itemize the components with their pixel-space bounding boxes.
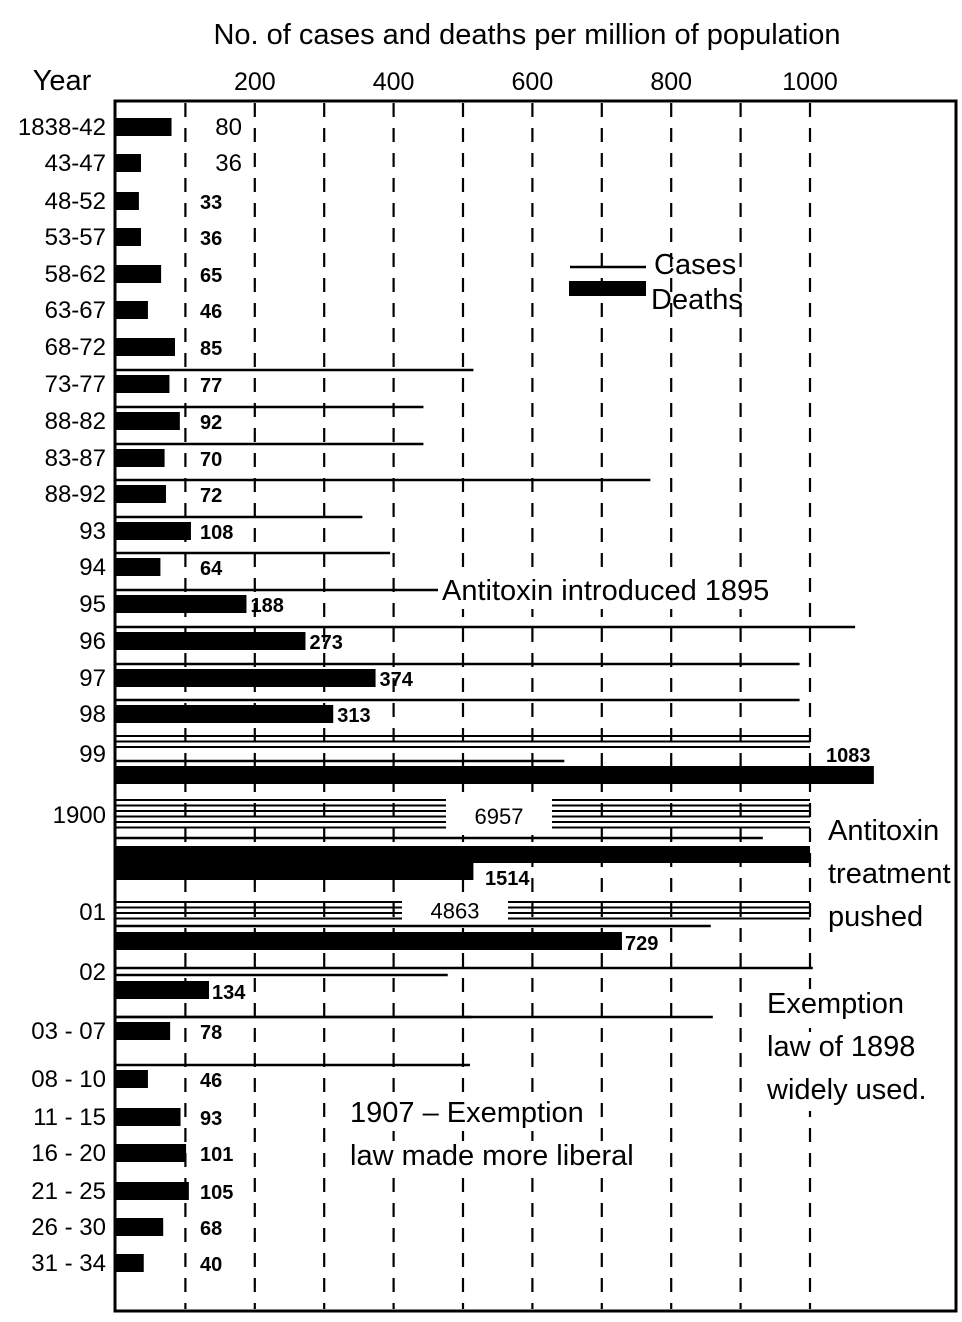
row-21-25-deaths-label: 105 (200, 1182, 234, 1204)
row-16-20-year-label: 16 - 20 (31, 1140, 106, 1167)
row-98-year-label: 98 (79, 701, 106, 728)
row-98-deaths-label: 313 (337, 705, 371, 727)
row-1838-42 (18, 114, 242, 141)
row-68-72-deaths-bar (116, 338, 175, 356)
row-1838-42-deaths-label: 80 (215, 114, 242, 141)
row-96-year-label: 96 (79, 628, 106, 655)
row-94-deaths-bar (116, 558, 160, 576)
row-48-52 (45, 188, 223, 215)
row-97-deaths-label: 374 (379, 669, 413, 691)
row-63-67-deaths-bar (116, 301, 148, 319)
row-02 (79, 959, 246, 1004)
row-03-07 (31, 1017, 713, 1045)
x-tick-label-1000: 1000 (782, 68, 838, 96)
row-08-10-year-label: 08 - 10 (31, 1066, 106, 1093)
row-73-77-deaths-bar (116, 375, 169, 393)
row-08-10-deaths-label: 46 (200, 1070, 223, 1092)
row-01-year-label: 01 (79, 899, 106, 926)
row-99-deaths-bar (116, 766, 874, 784)
row-94-year-label: 94 (79, 554, 106, 581)
annotation-6: widely used. (767, 1074, 927, 1106)
row-1900-cases-label: 6957 (474, 804, 524, 829)
row-26-30 (31, 1214, 222, 1241)
row-99-year-label: 99 (79, 741, 106, 768)
row-83-87-deaths-bar (116, 449, 165, 467)
row-94-deaths-label: 64 (200, 558, 223, 580)
row-58-62-deaths-label: 65 (200, 265, 223, 287)
row-83-87-year-label: 83-87 (44, 445, 106, 472)
annotation-2: treatment (828, 858, 951, 890)
row-68-72 (45, 334, 223, 361)
row-48-52-year-label: 48-52 (44, 188, 106, 215)
legend-label-deaths: Deaths (651, 284, 743, 316)
annotation-0: Antitoxin introduced 1895 (442, 575, 770, 607)
row-88-82-year-label: 88-82 (44, 408, 106, 435)
legend-label-cases: Cases (654, 249, 737, 281)
annotation-7: 1907 – Exemption (350, 1097, 584, 1129)
annotation-3: pushed (828, 901, 924, 933)
row-16-20 (31, 1140, 233, 1167)
row-93-deaths-label: 108 (200, 522, 234, 544)
legend-swatch-deaths (569, 281, 646, 296)
row-43-47-year-label: 43-47 (44, 150, 106, 177)
row-1900-year-label: 1900 (52, 802, 106, 829)
row-83-87-deaths-label: 70 (200, 449, 223, 471)
row-53-57-deaths-label: 36 (200, 228, 223, 250)
row-21-25-year-label: 21 - 25 (31, 1178, 106, 1205)
row-98 (79, 700, 799, 728)
row-1900-deaths-bar-overflow (116, 846, 810, 863)
row-21-25-deaths-bar (116, 1182, 189, 1200)
row-08-10 (31, 1065, 470, 1093)
row-96-deaths-bar (116, 632, 305, 650)
row-01-cases-label: 4863 (430, 898, 480, 924)
row-58-62-year-label: 58-62 (44, 261, 106, 288)
row-53-57-deaths-bar (116, 228, 141, 246)
row-1838-42-deaths-bar (116, 118, 172, 136)
legend (569, 249, 743, 316)
row-96-deaths-label: 273 (309, 632, 343, 654)
row-53-57 (45, 224, 223, 251)
row-88-92 (45, 480, 651, 508)
row-48-52-deaths-bar (116, 192, 139, 210)
row-1838-42-year-label: 1838-42 (17, 114, 106, 141)
row-43-47 (45, 150, 242, 177)
row-68-72-deaths-label: 85 (200, 338, 223, 360)
row-31-34 (31, 1250, 222, 1277)
row-97-deaths-bar (116, 669, 376, 687)
row-73-77-deaths-label: 77 (200, 375, 223, 397)
x-tick-label-400: 400 (372, 68, 415, 96)
x-tick-label-600: 600 (511, 68, 554, 96)
row-03-07-year-label: 03 - 07 (31, 1018, 106, 1045)
row-26-30-year-label: 26 - 30 (31, 1214, 106, 1241)
row-93-deaths-bar (116, 522, 191, 540)
x-tick-labels (234, 68, 838, 96)
row-88-92-deaths-bar (116, 485, 166, 503)
row-11-15-deaths-label: 93 (200, 1108, 223, 1130)
row-88-82-deaths-label: 92 (200, 412, 223, 434)
row-48-52-deaths-label: 33 (200, 192, 223, 214)
row-97 (79, 664, 799, 692)
row-03-07-deaths-bar (116, 1022, 170, 1040)
row-88-82 (45, 407, 424, 435)
x-tick-label-200: 200 (233, 68, 276, 96)
y-axis-label: Year (32, 65, 92, 97)
annotation-1: Antitoxin (828, 815, 940, 847)
row-53-57-year-label: 53-57 (44, 224, 106, 251)
row-98-deaths-bar (116, 705, 333, 723)
row-97-year-label: 97 (79, 665, 106, 692)
row-73-77-year-label: 73-77 (44, 371, 106, 398)
row-08-10-deaths-bar (116, 1070, 148, 1088)
row-95-deaths-bar (116, 595, 246, 613)
row-26-30-deaths-bar (116, 1218, 163, 1236)
row-1900-deaths-bar (116, 862, 473, 880)
row-26-30-deaths-label: 68 (200, 1218, 223, 1240)
row-21-25 (31, 1178, 233, 1205)
row-88-92-year-label: 88-92 (44, 481, 106, 508)
row-83-87 (45, 444, 424, 472)
row-58-62 (45, 261, 223, 288)
row-31-34-year-label: 31 - 34 (31, 1250, 106, 1277)
row-96 (79, 627, 855, 655)
row-73-77 (45, 370, 474, 398)
annotation-8: law made more liberal (350, 1140, 634, 1172)
row-99-deaths-label: 1083 (826, 745, 871, 767)
row-63-67-deaths-label: 46 (200, 301, 223, 323)
row-31-34-deaths-bar (116, 1254, 144, 1272)
x-tick-label-800: 800 (650, 68, 693, 96)
row-11-15 (33, 1104, 222, 1131)
row-01-deaths-bar (116, 932, 622, 950)
row-02-deaths-bar (116, 981, 209, 999)
row-43-47-deaths-bar (116, 154, 141, 172)
row-63-67-year-label: 63-67 (44, 297, 106, 324)
row-11-15-year-label: 11 - 15 (33, 1104, 106, 1131)
row-94 (79, 553, 390, 581)
row-16-20-deaths-bar (116, 1144, 186, 1162)
row-03-07-deaths-label: 78 (200, 1022, 223, 1044)
row-31-34-deaths-label: 40 (200, 1254, 223, 1276)
row-95-deaths-label: 188 (250, 595, 284, 617)
row-93 (79, 517, 362, 545)
chart-title: No. of cases and deaths per million of population (213, 19, 841, 51)
row-93-year-label: 93 (79, 518, 106, 545)
annotation-4: Exemption (767, 988, 905, 1020)
row-01-deaths-label: 729 (625, 933, 659, 955)
row-58-62-deaths-bar (116, 265, 161, 283)
row-43-47-deaths-label: 36 (215, 150, 242, 177)
row-1900-deaths-label: 1514 (485, 868, 530, 890)
row-95-year-label: 95 (79, 591, 106, 618)
row-68-72-year-label: 68-72 (44, 334, 106, 361)
row-02-year-label: 02 (79, 959, 106, 986)
row-88-92-deaths-label: 72 (200, 485, 223, 507)
row-88-82-deaths-bar (116, 412, 180, 430)
row-11-15-deaths-bar (116, 1108, 181, 1126)
annotation-5: law of 1898 (767, 1031, 916, 1063)
row-63-67 (45, 297, 223, 324)
row-02-deaths-label: 134 (211, 982, 246, 1004)
row-16-20-deaths-label: 101 (200, 1144, 234, 1166)
